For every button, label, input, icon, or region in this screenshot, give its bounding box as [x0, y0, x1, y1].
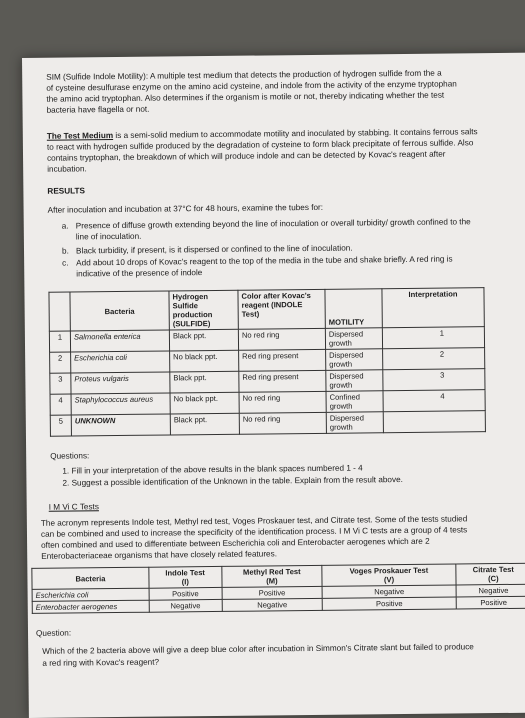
header-h2s: Hydrogen Sulfide production (SULFIDE)	[169, 290, 238, 330]
result-item-c-line-2: indicative of the presence of indole	[76, 268, 203, 279]
question2-line-2: a red ring with Kovac's reagent?	[42, 657, 160, 668]
imvic-row-indole: Negative	[149, 599, 222, 612]
row-motility: Dispersed growth	[326, 349, 383, 371]
header-num-cell	[49, 292, 70, 331]
question2-line-1: Which of the 2 bacteria above will give a deep blue color after incubation in Simmon's Citrate slant but failed to produce	[42, 642, 474, 656]
sim-line-4: bacteria have flagella or not.	[46, 104, 150, 115]
row-interpretation[interactable]: 1	[382, 327, 484, 349]
row-indole: No red ring	[239, 412, 326, 434]
row-interpretation[interactable]: 3	[383, 369, 485, 391]
row-number: 1	[49, 331, 70, 352]
result-item-c-line-1: Add about 10 drops of Kovac's reagent to the top of the media in the tube and shake briefly. A red ring is	[76, 254, 453, 268]
header-interpretation: Interpretation	[382, 288, 484, 328]
row-interpretation[interactable]: 2	[383, 348, 485, 370]
imvic-header-bacteria: Bacteria	[32, 567, 149, 589]
imvic-header-mr-label: Methyl Red Test	[242, 567, 301, 577]
imvic-row-citrate: Negative	[456, 584, 525, 597]
row-motility: Dispersed growth	[326, 412, 383, 434]
imvic-row-vp: Positive	[323, 597, 457, 610]
imvic-row-mr: Negative	[222, 598, 323, 611]
table-header-row	[49, 288, 484, 332]
row-bacteria: Salmonella enterica	[70, 330, 169, 352]
imvic-table	[31, 563, 525, 614]
row-number: 3	[50, 373, 71, 394]
document-page	[22, 53, 525, 718]
question-1: 1. Fill in your interpretation of the above results in the blank spaces numbered 1 - 4	[62, 463, 363, 476]
row-motility: Dispersed growth	[326, 370, 383, 392]
imvic-line-2: can be combined and used to increase the specificity of the identification process. I M Vi C tests are a group of 4 tests	[40, 525, 468, 539]
row-number: 4	[50, 394, 71, 415]
imvic-header-vp	[322, 564, 456, 586]
row-motility: Dispersed growth	[325, 328, 382, 350]
result-item-b-line-1: Black turbidity, if present, is it dispersed or confined to the line of inoculation.	[75, 243, 353, 256]
imvic-line-4: Enterobacteriaceae organisms that have closely related features.	[41, 549, 278, 561]
result-item-c-mark: c.	[62, 258, 69, 268]
row-h2s: Black ppt.	[170, 371, 239, 393]
imvic-row-bacteria: Escherichia coli	[32, 588, 149, 601]
result-item-a	[62, 216, 471, 231]
imvic-row-bacteria: Enterobacter aerogenes	[32, 600, 149, 613]
medium-line-1-text: is a semi-solid medium to accommodate motility and inoculated by stabbing. It contains ferrous salts	[113, 127, 478, 141]
row-number: 5	[50, 415, 71, 436]
sim-line-1: SIM (Sulfide Indole Motility): A multiple test medium that detects the production of hydrogen sulfide from the a	[46, 68, 442, 82]
imvic-header-indole	[149, 566, 222, 588]
table-row	[50, 411, 485, 437]
results-intro: After inoculation and incubation at 37°C for 48 hours, examine the tubes for:	[47, 202, 324, 215]
row-h2s: No black ppt.	[170, 350, 239, 372]
row-h2s: Black ppt.	[170, 413, 239, 435]
row-bacteria: Staphylococcus aureus	[71, 393, 170, 415]
result-item-a-line-2: line of inoculation.	[75, 231, 142, 242]
imvic-row-mr: Positive	[222, 586, 323, 599]
row-bacteria: Escherichia coli	[71, 351, 170, 373]
header-motility: MOTILITY	[325, 289, 382, 329]
header-indole: Color after Kovac's reagent (INDOLE Test)	[238, 289, 325, 329]
imvic-header-vp-label: Voges Proskauer Test	[349, 565, 429, 576]
imvic-header-mr	[221, 565, 322, 587]
header-bacteria: Bacteria	[70, 291, 169, 331]
result-item-a-line-1: Presence of diffuse growth extending beyond the line of inoculation or overall turbidity/ growth confined to the	[75, 217, 471, 231]
row-interpretation[interactable]	[383, 411, 485, 433]
medium-heading: The Test Medium	[46, 131, 114, 141]
imvic-header-indole-label: Indole Test	[165, 568, 205, 578]
imvic-header-mr-abbr: (M)	[266, 576, 278, 586]
imvic-header-indole-abbr: (I)	[181, 577, 189, 587]
row-bacteria: UNKNOWN	[71, 414, 170, 436]
result-item-a-mark: a.	[61, 221, 69, 231]
medium-line-2: to react with hydrogen sulfide produced by the degradation of cysteine to form black precipitate of ferrous sulfide. Also	[46, 138, 474, 152]
row-motility: Confined growth	[326, 391, 383, 413]
row-h2s: No black ppt.	[170, 392, 239, 414]
result-item-b-mark: b.	[61, 246, 69, 256]
imvic-header-citrate-abbr: (C)	[488, 574, 499, 584]
imvic-row-indole: Positive	[149, 587, 222, 600]
imvic-header-citrate	[456, 563, 525, 585]
imvic-heading: I M Vi C Tests	[48, 502, 99, 512]
imvic-line-1: The acronym represents Indole test, Methyl red test, Voges Proskauer test, and Citrate test. Some of the tests studied	[40, 514, 468, 528]
medium-line-3: contains tryptophan, the breakdown of which will produce indole and can be detected by Kovac's reagent after	[47, 149, 446, 163]
row-indole: No red ring	[238, 328, 325, 350]
row-number: 2	[50, 352, 71, 373]
row-indole: No red ring	[239, 391, 326, 413]
sim-results-table	[48, 287, 485, 437]
row-bacteria: Proteus vulgaris	[71, 372, 170, 394]
sim-line-3: the amino acid tryptophan. Also determines if the organism is motile or not, thereby indicating whether the test	[46, 90, 445, 104]
imvic-row-vp: Negative	[322, 585, 456, 598]
question-2: 2. Suggest a possible identification of the Unknown in the table. Explain from the result above.	[62, 475, 403, 488]
row-indole: Red ring present	[239, 370, 326, 392]
imvic-row-citrate: Positive	[456, 596, 525, 609]
medium-line-4: incubation.	[47, 164, 87, 174]
row-interpretation[interactable]: 4	[383, 390, 485, 412]
imvic-header-citrate-label: Citrate Test	[472, 564, 514, 575]
imvic-header-vp-abbr: (V)	[383, 575, 395, 585]
row-indole: Red ring present	[239, 349, 326, 371]
row-h2s: Black ppt.	[169, 329, 238, 351]
results-heading: RESULTS	[47, 186, 86, 196]
sim-line-2: of cysteine desulfurase enzyme on the amino acid cysteine, and indole from the activity of the enzyme tryptophan	[46, 79, 457, 93]
questions-heading: Questions:	[50, 451, 90, 461]
question2-heading: Question:	[35, 628, 72, 638]
imvic-line-3: often combined and used to differentiate between Escherichia coli and Enterobacter aerogenes which are 2	[41, 536, 430, 550]
